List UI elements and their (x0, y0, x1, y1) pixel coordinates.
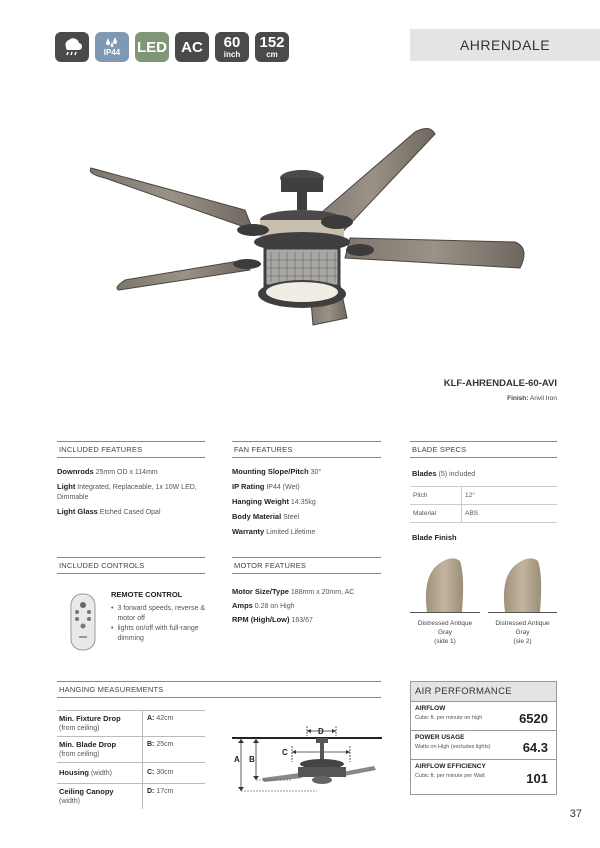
water-drops-icon (102, 37, 122, 48)
spec-item: Hanging Weight 14.35kg (232, 497, 316, 506)
ceiling-fan-image (85, 120, 535, 335)
blade-finish-heading: Blade Finish (412, 533, 457, 542)
table-row: Housing (width) C: 30cm (57, 763, 205, 784)
ip-rating-badge (95, 32, 129, 62)
blade-swatch-images (410, 555, 557, 613)
section-heading: INCLUDED FEATURES (57, 441, 205, 458)
table-row: Material ABS (410, 505, 557, 523)
swatch-caption-side-2: Distressed Antique Gray (sie 2) (495, 620, 550, 645)
spec-item: Downrods 25mm OD x 114mm (57, 467, 158, 476)
spec-item: Light Integrated, Replaceable, 1x 10W LED, Dimmable (57, 482, 197, 501)
diagram-label-c: C (282, 748, 288, 757)
hanging-measurement-diagram (232, 722, 382, 794)
spec-item: Amps 0.28 on High (232, 601, 295, 610)
blade-specs-section (410, 441, 557, 544)
table-row: Pitch 12° (410, 487, 557, 505)
section-heading: FAN FEATURES (232, 441, 381, 458)
size-cm-badge: 152 cm (255, 32, 289, 62)
air-row-airflow: AIRFLOW Cubic ft. per minute on high 6520 (411, 702, 556, 731)
spec-item: Warranty Limited Lifetime (232, 527, 316, 536)
blade-spec-table (410, 487, 557, 523)
hanging-measurements-table (57, 710, 205, 809)
ip-label: IP44 (103, 48, 121, 57)
diagram-label-a: A (234, 755, 240, 764)
spec-item: IP Rating IP44 (Wet) (232, 482, 300, 491)
blades-count: Blades (5) included (410, 458, 557, 487)
feature-badges (55, 32, 289, 62)
air-row-power: POWER USAGE Watts on High (excludes lights) 64.3 (411, 731, 556, 760)
airflow-value: 6520 (519, 711, 548, 726)
section-heading: MOTOR FEATURES (232, 557, 381, 574)
bullet-item: • 3 forward speeds, reverse & motor off (111, 605, 205, 622)
air-performance-panel (410, 681, 557, 795)
led-badge: LED (135, 32, 169, 62)
efficiency-value: 101 (526, 771, 548, 786)
product-title: AHRENDALE (410, 29, 600, 61)
air-row-efficiency: AIRFLOW EFFICIENCY Cubic ft. per minute per Watt 101 (415, 763, 548, 786)
remote-control-icon (66, 592, 100, 652)
diagram-label-d: D (318, 727, 324, 736)
motor-features-section (232, 557, 381, 626)
power-value: 64.3 (522, 740, 548, 755)
spec-item: Body Material Steel (232, 512, 300, 521)
section-heading: HANGING MEASUREMENTS (57, 681, 381, 698)
bullet-item: • lights on/off with full-range dimming (111, 625, 199, 642)
swatch-caption-side-1: Distressed Antique Gray (side 1) (417, 620, 473, 645)
table-row: Ceiling Canopy (width) D: 17cm (57, 784, 205, 809)
included-controls-section (57, 557, 205, 574)
wet-rated-icon (55, 32, 89, 62)
hanging-measurements-section (57, 681, 381, 698)
spec-item: Mounting Slope/Pitch 30° (232, 467, 322, 476)
size-inch-badge: 60 inch (215, 32, 249, 62)
table-row: Min. Fixture Drop (from ceiling) A: 42cm (57, 711, 205, 737)
spec-item: Motor Size/Type 188mm x 20mm, AC (232, 587, 355, 596)
remote-control-title: REMOTE CONTROL (111, 590, 183, 599)
model-number: KLF-AHRENDALE-60-AVI (443, 378, 557, 389)
ac-badge: AC (175, 32, 209, 62)
remote-control-info (111, 590, 206, 644)
spec-item: RPM (High/Low) 163/67 (232, 615, 313, 624)
section-heading: INCLUDED CONTROLS (57, 557, 205, 574)
section-heading: BLADE SPECS (410, 441, 557, 458)
air-performance-heading: AIR PERFORMANCE (411, 682, 556, 702)
spec-item: Light Glass Etched Cased Opal (57, 507, 161, 516)
fan-features-section (232, 441, 381, 538)
finish-line: Finish: Anvil Iron (507, 395, 557, 402)
table-row: Min. Blade Drop (from ceiling) B: 25cm (57, 737, 205, 763)
page-number: 37 (569, 808, 582, 820)
diagram-label-b: B (249, 755, 255, 764)
included-features-section (57, 441, 205, 518)
